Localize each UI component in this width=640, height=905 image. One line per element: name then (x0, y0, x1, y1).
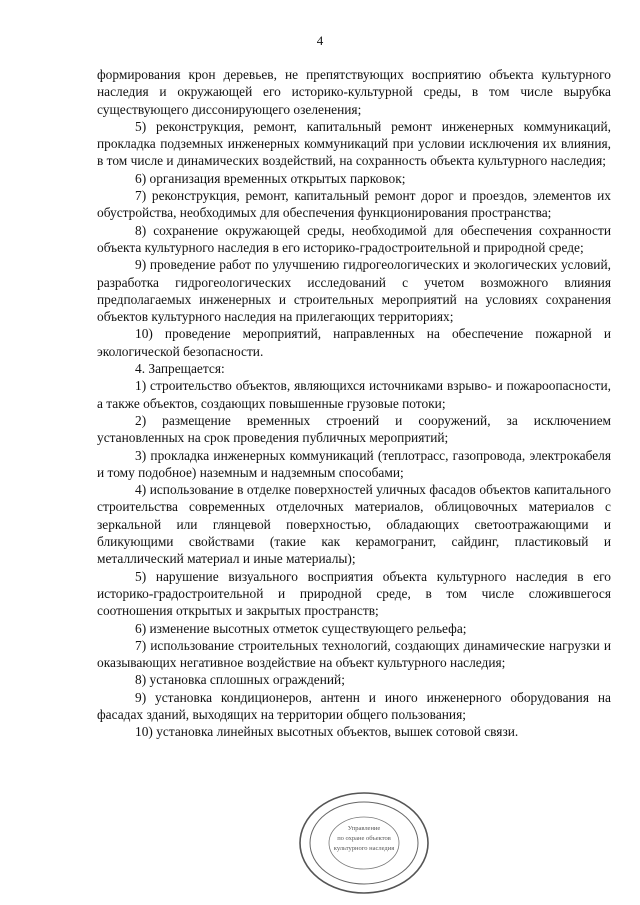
stamp-line: Управление (347, 825, 381, 832)
list-item: 3) прокладка инженерных коммуникаций (теплотрасс, газопровода, электрокабеля и тому подобное) наземным и надземным способами; (97, 447, 611, 480)
list-item: 9) проведение работ по улучшению гидрогеологических и экологических условий, разработка гидрогеологических исследований с учетом возможного влияния предполагаемых инженерных и строительных мероприятий на условиях сохранения объектов культурного наследия на прилегающих территориях; (97, 257, 611, 325)
list-item: 8) сохранение окружающей среды, необходимой для обеспечения сохранности объекта культурного наследия в его историко-градостроительной и природной среде; (97, 222, 611, 255)
list-item: 6) изменение высотных отметок существующего рельефа; (135, 620, 467, 636)
document-body (97, 66, 611, 741)
list-item: 10) установка линейных высотных объектов, вышек сотовой связи. (135, 724, 519, 740)
section-heading: 4. Запрещается: (135, 361, 225, 377)
page-number: 4 (316, 33, 324, 48)
list-item: 8) установка сплошных ограждений; (135, 672, 345, 688)
list-item: 6) организация временных открытых парковок; (135, 170, 406, 186)
list-item: 5) нарушение визуального восприятия объекта культурного наследия в его историко-градостроительной и природной среде, в том числе сложившегося соотношения открытых и закрытых пространств; (97, 568, 611, 619)
list-item: 5) реконструкция, ремонт, капитальный ремонт инженерных коммуникаций, прокладка подземных инженерных коммуникаций при условии исключения их влияния, в том числе и динамических воздействий, на сохранность объекта культурного наследия; (97, 118, 611, 169)
stamp-line: культурного наследия (333, 845, 395, 852)
list-item: 7) реконструкция, ремонт, капитальный ремонт дорог и проездов, элементов их обустройства, необходимых для обеспечения функционирования пространства; (97, 188, 611, 221)
stamp-line: по охране объектов (337, 835, 391, 842)
list-item: 10) проведение мероприятий, направленных на обеспечение пожарной и экологической безопасности. (97, 326, 611, 359)
list-item: 1) строительство объектов, являющихся источниками взрыво- и пожароопасности, а также объектов, создающих повышенные грузовые потоки; (97, 378, 611, 411)
list-item: 9) установка кондиционеров, антенн и иного инженерного оборудования на фасадах зданий, выходящих на территории общего пользования; (97, 689, 611, 722)
stamp-seal (296, 783, 432, 895)
list-item: 7) использование строительных технологий, создающих динамические нагрузки и оказывающих негативное воздействие на объект культурного наследия; (97, 637, 611, 671)
paragraph: формирования крон деревьев, не препятствующих восприятию объекта культурного наследия и окружающей его историко-культурной среды, в том числе вырубка существующего диссонирующего озеленения; (97, 67, 611, 117)
list-item: 4) использование в отделке поверхностей уличных фасадов объектов капитального строительства современных отделочных материалов, облицовочных материалов с зеркальной или глянцевой поверхностью, обладающих светоотражающими и бликующими свойствами (такие как керамогранит, сайдинг, пластиковый и металлический материал и иные материалы); (97, 482, 611, 567)
list-item: 2) размещение временных строений и сооружений, за исключением установленных на срок проведения публичных мероприятий; (97, 412, 611, 446)
